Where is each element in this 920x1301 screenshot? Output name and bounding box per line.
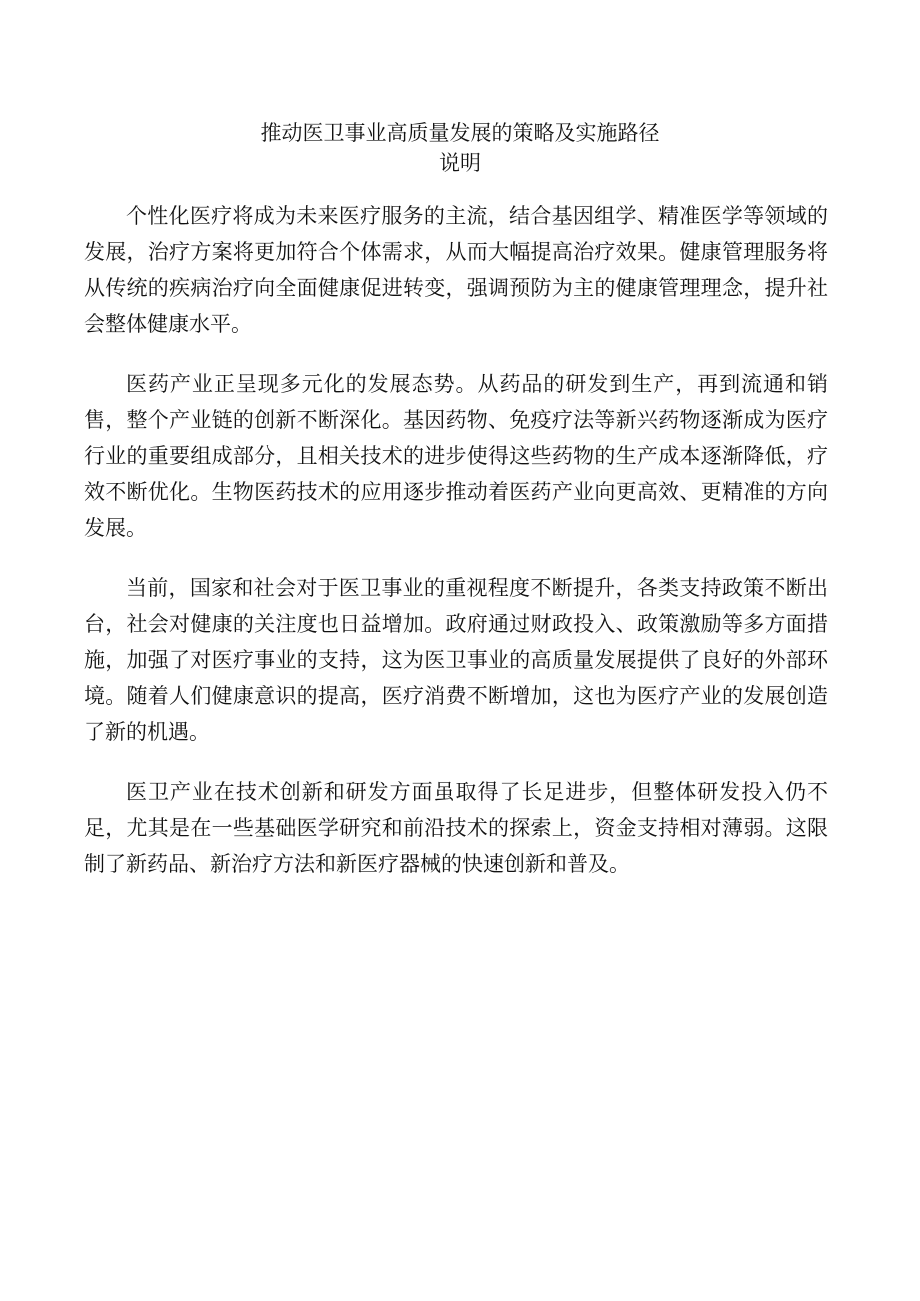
paragraph-4: 医卫产业在技术创新和研发方面虽取得了长足进步，但整体研发投入仍不足，尤其是在一些基础医学研究和前沿技术的探索上，资金支持相对薄弱。这限制了新药品、新治疗方法和新医疗器械的快速创新和普及。 bbox=[84, 780, 828, 876]
document-title: 推动医卫事业高质量发展的策略及实施路径 bbox=[260, 121, 660, 145]
document-subtitle: 说明 bbox=[439, 151, 481, 175]
paragraph-3: 当前，国家和社会对于医卫事业的重视程度不断提升，各类支持政策不断出台，社会对健康的关注度也日益增加。政府通过财政投入、政策激励等多方面措施，加强了对医疗事业的支持，这为医卫事业的高质量发展提供了良好的外部环境。随着人们健康意识的提高，医疗消费不断增加，这也为医疗产业的发展创造了新的机遇。 bbox=[84, 576, 828, 744]
document-body bbox=[84, 198, 828, 906]
paragraph-2: 医药产业正呈现多元化的发展态势。从药品的研发到生产，再到流通和销售，整个产业链的创新不断深化。基因药物、免疫疗法等新兴药物逐渐成为医疗行业的重要组成部分，且相关技术的进步使得这些药物的生产成本逐渐降低，疗效不断优化。生物医药技术的应用逐步推动着医药产业向更高效、更精准的方向发展。 bbox=[84, 372, 828, 540]
title-block bbox=[0, 118, 920, 178]
paragraph-1: 个性化医疗将成为未来医疗服务的主流，结合基因组学、精准医学等领域的发展，治疗方案将更加符合个体需求，从而大幅提高治疗效果。健康管理服务将从传统的疾病治疗向全面健康促进转变，强调预防为主的健康管理理念，提升社会整体健康水平。 bbox=[84, 204, 828, 336]
